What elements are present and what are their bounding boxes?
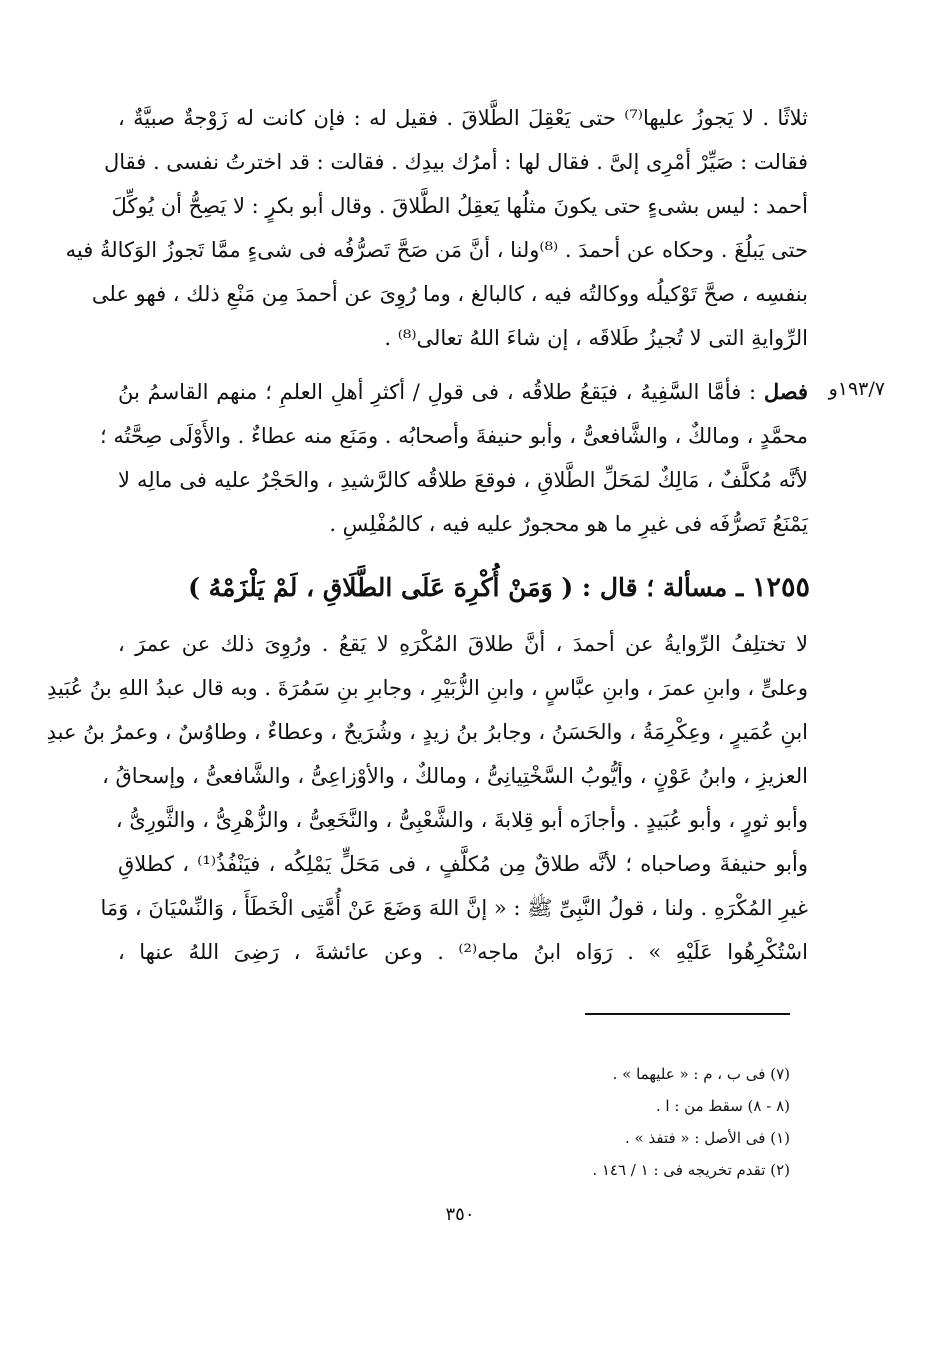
text-line: بنفسِه ، صحَّ تَوْكيلُه ووكالتُه فيه ، كالبالغ ، وما رُوِىَ عن أحمدَ مِن مَنْعِ ذلك ، فهو على [91, 282, 808, 306]
text-line: لا تختلِفُ الرِّوايةُ عن أحمدَ ، أنَّ طلاقَ المُكْرَهِ لا يَقعُ . ورُوِىَ ذلك عن عمرَ ، [118, 632, 808, 656]
footnote: (٧) فى ب ، م : « عليهما » . [612, 1065, 790, 1083]
footnote: (٨ - ٨) سقط من : ا . [655, 1097, 790, 1115]
text-line: الرِّوايةِ التى لا تُجيزُ طَلاقَه ، إن شاءَ اللهُ تعالى⁽⁸⁾ . [384, 326, 808, 350]
margin-reference: ١٩٣/٧و [828, 378, 885, 400]
text-line: فقالت : صَيِّرْ أمْرِى إلىَّ . فقال لها : أمرُك بيدِك . فقالت : قد اخترتُ نفسى . فقال [103, 150, 808, 174]
text-line: العزيزِ ، وابنُ عَوْنٍ ، وأيُّوبُ السَّخْتِيانِىُّ ، ومالكٌ ، والأوْزاعِىُّ ، والشَّافعىُّ ، وإسحاقُ ، [102, 764, 808, 788]
text-line: يَمْنَعُ تَصرُّفَه فى غيرِ ما هو محجورٌ عليه فيه ، كالمُفْلِسِ . [329, 512, 808, 536]
text-line: أحمد : ليس بشىءٍ حتى يكونَ مثلُها يَعقِلُ الطَّلاقَ . وقال أبو بكرٍ : لا يَصِحُّ أن يُوكِّلَ [111, 194, 808, 218]
text-line: محمَّدٍ ، ومالكٌ ، والشَّافعىُّ ، وأبو حنيفةَ وأصحابُه . ومَنَع منه عطاءٌ . والأَوْلَى صِحَّتُه ؛ [99, 424, 808, 448]
page-number: ٣٥٠ [445, 1204, 475, 1225]
text-line: غيرِ المُكْرَهِ . ولنا ، قولُ النَّبِىِّ ﷺ : « إنَّ اللهَ وَضَعَ عَنْ أُمَّتِى الْخَطَأَ ، وَالنِّسْيَانَ ، وَمَا [100, 896, 808, 920]
footnote: (١) فى الأصل : « فتفذ » . [625, 1129, 790, 1147]
text-line: وعلىٍّ ، وابنِ عمرَ ، وابنِ عبَّاسٍ ، وابنِ الزُّبَيْرِ ، وجابرِ بنِ سَمُرَةَ . وبه قال عبدُ اللهِ بنُ عُبَيدِ [46, 676, 808, 700]
footnote-divider [585, 1013, 790, 1015]
text-line: ابنِ عُمَيرٍ ، وعِكْرِمَةُ ، والحَسَنُ ، وجابرُ بنُ زيدٍ ، وشُرَيحٌ ، وعطاءٌ ، وطاوُسٌ ، وعمرُ بنُ عبدِ [46, 720, 808, 744]
text-line: وأبو حنيفةَ وصاحباه ؛ لأنَّه طلاقٌ مِن مُكلَّفٍ ، فى مَحَلٍّ يَمْلِكُه ، فيَنْفُذُ⁽¹⁾ ، كطلاقِ [118, 852, 808, 876]
footnote: (٢) تقدم تخريجه فى : ١ / ١٤٦ . [592, 1161, 790, 1179]
section-label: فصل [763, 379, 808, 404]
issue-heading [188, 566, 810, 610]
text-line: حتى يَبلُغَ . وحكاه عن أحمدَ . ⁽⁸⁾ولنا ، أنَّ مَن صَحَّ تَصرُّفُه فى شىءٍ ممَّا تَجوزُ الوَكالةُ فيه [65, 238, 808, 262]
issue-title: ـ مسألة ؛ قال : ( وَمَنْ أُكْرِهَ عَلَى الطَّلَاقِ ، لَمْ يَلْزَمْهُ ) [188, 573, 752, 602]
text-line: اسْتُكْرِهُوا عَلَيْهِ » . رَوَاه ابنُ ماجه⁽²⁾ . وعن عائشةَ ، رَضِىَ اللهُ عنها ، [118, 940, 808, 964]
text-span: : فأمَّا السَّفِيهُ ، فيَقعُ طلاقُه ، فى قولِ / أكثرِ أهلِ العلمِ ؛ منهم القاسمُ بنُ [118, 380, 764, 404]
paragraph-1 [65, 96, 809, 360]
text-line: وأبو ثورٍ ، وأبو عُبَيدٍ . وأجازَه أبو قِلابةَ ، والشَّعْبِىُّ ، والنَّخَعِىُّ ، والزُّهْرِىُّ ، والثَّورِىُّ ، [115, 808, 808, 832]
issue-number: ١٢٥٥ [751, 572, 810, 603]
text-line [118, 370, 808, 414]
footnotes [380, 1058, 790, 1186]
paragraph-2 [99, 370, 808, 546]
paragraph-3 [46, 622, 808, 974]
text-line: لأنَّه مُكلَّفٌ ، مَالِكٌ لمَحَلِّ الطَّلاقِ ، فوقعَ طلاقُه كالرَّشيدِ ، والحَجْرُ عليه فى مالِه لا [118, 468, 808, 492]
text-line: ثلاثًا . لا يَجوزُ عليها⁽⁷⁾ حتى يَعْقِلَ الطَّلاقَ . فقيل له : فإن كانت له زَوْجةٌ صبيَّةٌ ، [118, 106, 809, 130]
